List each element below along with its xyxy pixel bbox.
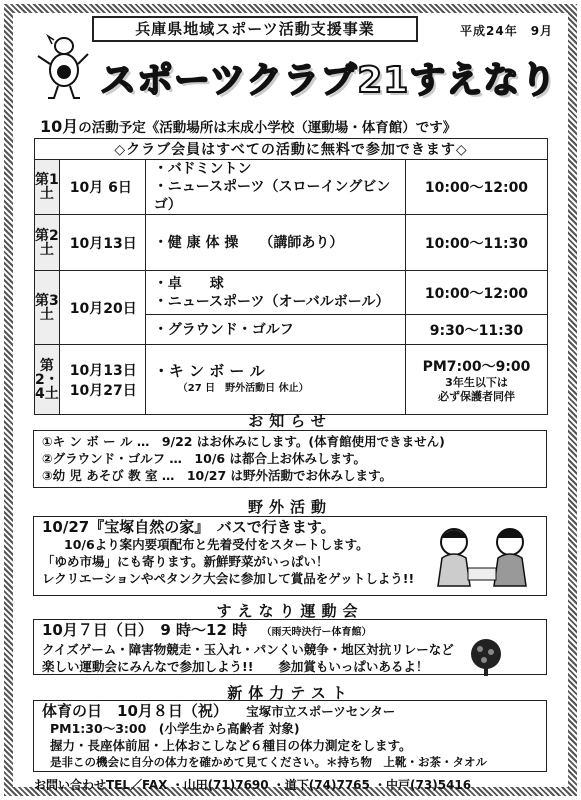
time-cell: 10:00～11:30: [406, 215, 548, 271]
date-cell: 10月 6日: [59, 160, 145, 215]
sports-day-rain: （雨天時決行ー体育館）: [261, 627, 372, 638]
time-cell: [406, 345, 548, 415]
guardian-note: 3年生以下は: [445, 375, 508, 389]
sports-day-line: 楽しい運動会にみんなで参加しよう!! 参加賞もいっぱいあるよ！: [42, 659, 429, 674]
activity-item: ・健 康 体 操 （講師あり）: [145, 215, 405, 271]
time-cell: 9:30～11:30: [406, 315, 548, 345]
activity-item: ・バドミントン: [153, 161, 252, 177]
week-label: 第3土: [35, 271, 60, 345]
table-row: [35, 215, 548, 271]
fitness-heading: 新体力テスト: [227, 684, 353, 702]
date-cell: [59, 345, 145, 415]
guardian-note: 必ず保護者同伴: [438, 389, 515, 403]
sports-day-title: 10月７日（日） 9 時～12 時: [42, 621, 248, 639]
issue-date: 平成24年 9月: [460, 24, 554, 38]
schedule-intro: [40, 114, 456, 137]
activity-cell: [145, 160, 405, 215]
activity-cell: [145, 345, 405, 415]
time-cell: 10:00～12:00: [406, 160, 548, 215]
outdoor-line: 10/27『宝塚自然の家』 バスで行きます。: [42, 518, 336, 536]
activity-cell: [145, 271, 405, 315]
fitness-venue: 宝塚市立スポーツセンター: [246, 704, 396, 719]
club-name: スポーツクラブ21すえなり: [100, 60, 558, 101]
notice-item: ③幼 児 あそび 教 室 … 10/27 は野外活動でお休みします。: [42, 468, 393, 483]
date-cell: 10月13日: [59, 215, 145, 271]
contact-info: お問い合わせTEL／FAX ・山田(71)7690 ・道下(74)7765 ・中戸(73)5416: [34, 778, 472, 792]
schedule-table: [34, 138, 548, 415]
time-cell: 10:00～12:00: [406, 271, 548, 315]
time-value: PM7:00～9:00: [422, 358, 531, 375]
fitness-box: [33, 700, 547, 772]
date-line: 10月27日: [69, 382, 137, 399]
week-label: 第2土: [35, 215, 60, 271]
outdoor-line: 「ゆめ市場」にも寄ります。新鮮野菜がいっぱい！: [42, 554, 329, 569]
table-row: [35, 345, 548, 415]
notices-heading: お知らせ: [248, 412, 332, 430]
activity-item: ・ニュースポーツ（オーバルボール）: [153, 293, 390, 310]
week-label: 第2・4土: [35, 345, 60, 415]
notices-box: [33, 430, 547, 488]
activity-note: （27 日 野外活動日 休止）: [177, 382, 309, 394]
fitness-line: 握力・長座体前屈・上体おこしなど６種目の体力測定をします。: [50, 738, 412, 753]
mascot-icon: [34, 34, 92, 102]
picnic-illustration-icon: [424, 520, 542, 590]
table-row: [35, 160, 548, 215]
table-row: [35, 271, 548, 315]
sports-day-line: クイズゲーム・障害物競走・玉入れ・パンくい競争・地区対抗リレーなど: [42, 642, 454, 657]
date-cell: 10月20日: [59, 271, 145, 345]
activity-item: ・キ ン ボ ー ル: [153, 361, 265, 380]
fitness-line: 是非この機会に自分の体力を確かめて見てください。＊持ち物 上靴・お茶・タオル: [50, 755, 487, 769]
activity-item: ・卓 球: [153, 275, 224, 292]
date-line: 10月13日: [69, 362, 137, 379]
project-title: 兵庫県地域スポーツ活動支援事業: [92, 16, 418, 42]
basket-ball-icon: [464, 636, 508, 676]
schedule-venue: の活動予定《活動場所は末成小学校（運動場・体育館）です》: [78, 120, 457, 136]
free-banner: ◇クラブ会員はすべての活動に無料で参加できます◇: [35, 139, 548, 160]
activity-item: ・ニュースポーツ（スローイングビンゴ）: [153, 179, 391, 213]
outdoor-line: レクリエーションやペタンク大会に参加して賞品をゲットしよう!!: [42, 571, 415, 586]
fitness-line: PM1:30～3:00 (小学生から高齢者 対象): [50, 721, 300, 736]
outdoor-line: 10/6より案内要項配布と先着受付をスタートします。: [64, 537, 369, 552]
week-label: 第1土: [35, 160, 60, 215]
notice-item: ①キ ン ボ ー ル … 9/22 はお休みにします。(体育館使用できません): [42, 434, 445, 449]
activity-item: ・グラウンド・ゴルフ: [145, 315, 405, 345]
notice-item: ②グラウンド・ゴルフ … 10/6 は都合上お休みします。: [42, 451, 366, 466]
sports-day-heading: すえなり運動会: [216, 602, 364, 620]
outdoor-heading: 野外活動: [247, 498, 332, 516]
fitness-title: 体育の日 10月８日（祝）: [42, 702, 228, 720]
schedule-month: 10月: [40, 117, 79, 136]
